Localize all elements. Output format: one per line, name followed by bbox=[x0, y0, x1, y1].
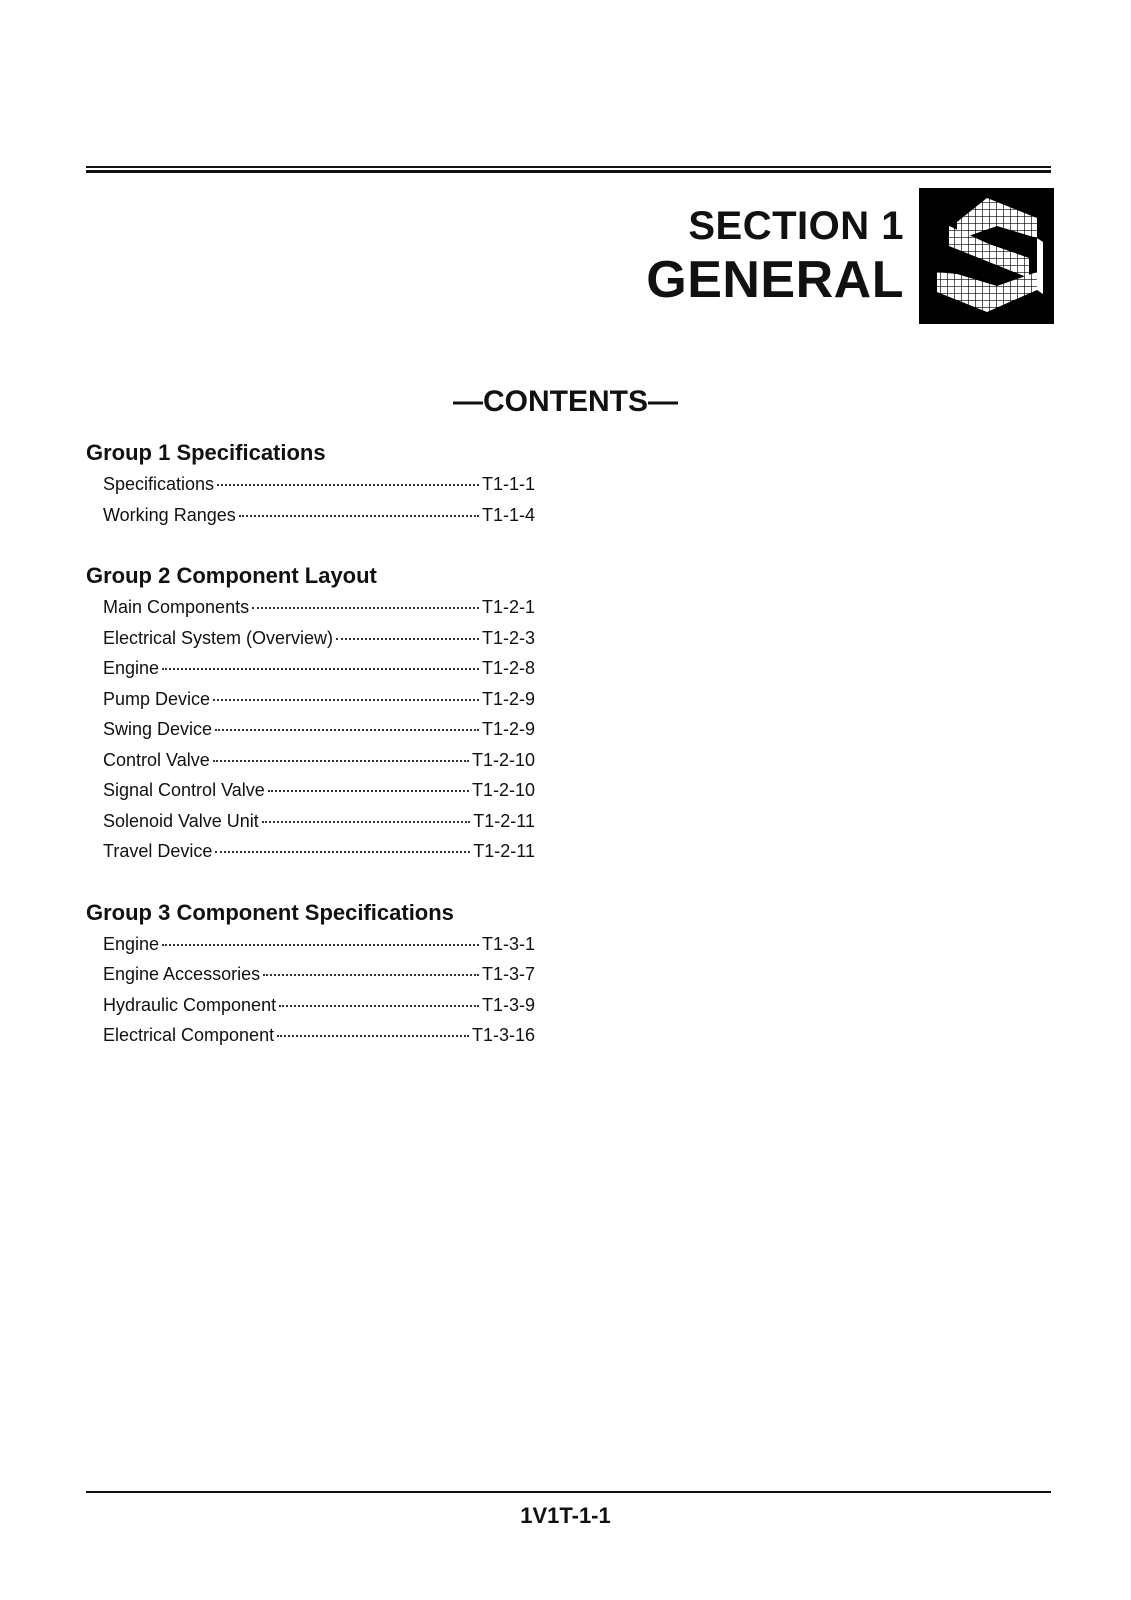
toc-entry[interactable] bbox=[103, 806, 535, 837]
header-rule-thin bbox=[86, 166, 1051, 168]
toc-entry-title: Engine Accessories bbox=[103, 964, 261, 984]
toc-group bbox=[86, 437, 536, 530]
toc-group-title: Group 2 Component Layout bbox=[86, 563, 377, 588]
toc-leader-dots bbox=[252, 607, 479, 609]
toc-entry-title: Pump Device bbox=[103, 688, 211, 709]
header-rule-thick bbox=[86, 170, 1051, 173]
toc-entry-page: T1-2-9 bbox=[481, 688, 535, 709]
table-of-contents bbox=[86, 437, 536, 1081]
toc-entry-page: T1-2-8 bbox=[481, 658, 535, 678]
toc-entry-title: Electrical System (Overview) bbox=[103, 627, 334, 648]
toc-entry-page: T1-2-9 bbox=[481, 719, 535, 739]
toc-entry-title: Swing Device bbox=[103, 719, 213, 739]
toc-entry-title: Engine bbox=[103, 933, 160, 954]
toc-entry[interactable] bbox=[103, 836, 535, 867]
toc-leader-dots bbox=[213, 760, 469, 762]
footer-rule bbox=[86, 1491, 1051, 1493]
toc-leader-dots bbox=[215, 851, 470, 853]
toc-entry-page: T1-3-1 bbox=[481, 933, 535, 954]
section-name: GENERAL bbox=[646, 251, 904, 309]
toc-entry-title: Control Valve bbox=[103, 749, 210, 770]
toc-leader-dots bbox=[268, 790, 469, 792]
toc-leader-dots bbox=[213, 699, 479, 701]
toc-entry-page: T1-2-3 bbox=[481, 627, 535, 648]
toc-entry[interactable] bbox=[103, 684, 535, 715]
toc-group bbox=[86, 897, 536, 1051]
page-number: 1V1T-1-1 bbox=[520, 1503, 611, 1528]
toc-entry-title: Hydraulic Component bbox=[103, 994, 277, 1015]
toc-entry-page: T1-2-11 bbox=[473, 810, 535, 831]
toc-entry-page: T1-3-16 bbox=[471, 1025, 535, 1045]
toc-leader-dots bbox=[336, 638, 479, 640]
toc-leader-dots bbox=[279, 1005, 479, 1007]
toc-entry-page: T1-2-10 bbox=[471, 749, 535, 770]
section-number: SECTION 1 bbox=[688, 204, 904, 248]
toc-leader-dots bbox=[162, 944, 479, 946]
toc-entry-page: T1-1-4 bbox=[481, 504, 535, 525]
toc-entry-title: Solenoid Valve Unit bbox=[103, 810, 259, 831]
toc-entry[interactable] bbox=[103, 714, 535, 745]
toc-entry-page: T1-2-11 bbox=[473, 841, 535, 861]
toc-leader-dots bbox=[162, 668, 479, 670]
toc-entry-page: T1-2-1 bbox=[481, 597, 535, 617]
toc-entry[interactable] bbox=[103, 500, 535, 531]
toc-entry[interactable] bbox=[103, 592, 535, 623]
toc-entry-title: Main Components bbox=[103, 597, 250, 617]
toc-group-title: Group 3 Component Specifications bbox=[86, 899, 454, 925]
toc-entry-page: T1-2-10 bbox=[471, 780, 535, 800]
toc-leader-dots bbox=[277, 1035, 469, 1037]
toc-entry-title: Working Ranges bbox=[103, 504, 236, 525]
contents-title: —CONTENTS— bbox=[453, 385, 678, 418]
toc-entry-title: Specifications bbox=[103, 474, 215, 494]
toc-group bbox=[86, 560, 536, 867]
toc-entry[interactable] bbox=[103, 745, 535, 776]
toc-entry[interactable] bbox=[103, 775, 535, 806]
toc-entry-page: T1-3-9 bbox=[481, 994, 535, 1015]
toc-entry[interactable] bbox=[103, 959, 535, 990]
toc-entry-title: Travel Device bbox=[103, 841, 213, 861]
toc-leader-dots bbox=[215, 729, 479, 731]
toc-leader-dots bbox=[239, 515, 479, 517]
toc-leader-dots bbox=[217, 484, 479, 486]
toc-entry-title: Electrical Component bbox=[103, 1025, 275, 1045]
toc-leader-dots bbox=[262, 821, 471, 823]
toc-entry[interactable] bbox=[103, 1020, 535, 1051]
toc-group-title: Group 1 Specifications bbox=[86, 440, 326, 465]
toc-entry[interactable] bbox=[103, 929, 535, 960]
toc-entry[interactable] bbox=[103, 653, 535, 684]
toc-entry-page: T1-1-1 bbox=[481, 474, 535, 494]
section-s-cube-icon bbox=[919, 188, 1054, 324]
toc-entry[interactable] bbox=[103, 990, 535, 1021]
toc-entry[interactable] bbox=[103, 623, 535, 654]
toc-leader-dots bbox=[263, 974, 479, 976]
toc-entry-title: Engine bbox=[103, 658, 160, 678]
toc-entry-page: T1-3-7 bbox=[481, 964, 535, 984]
toc-entry[interactable] bbox=[103, 469, 535, 500]
toc-entry-title: Signal Control Valve bbox=[103, 780, 265, 800]
